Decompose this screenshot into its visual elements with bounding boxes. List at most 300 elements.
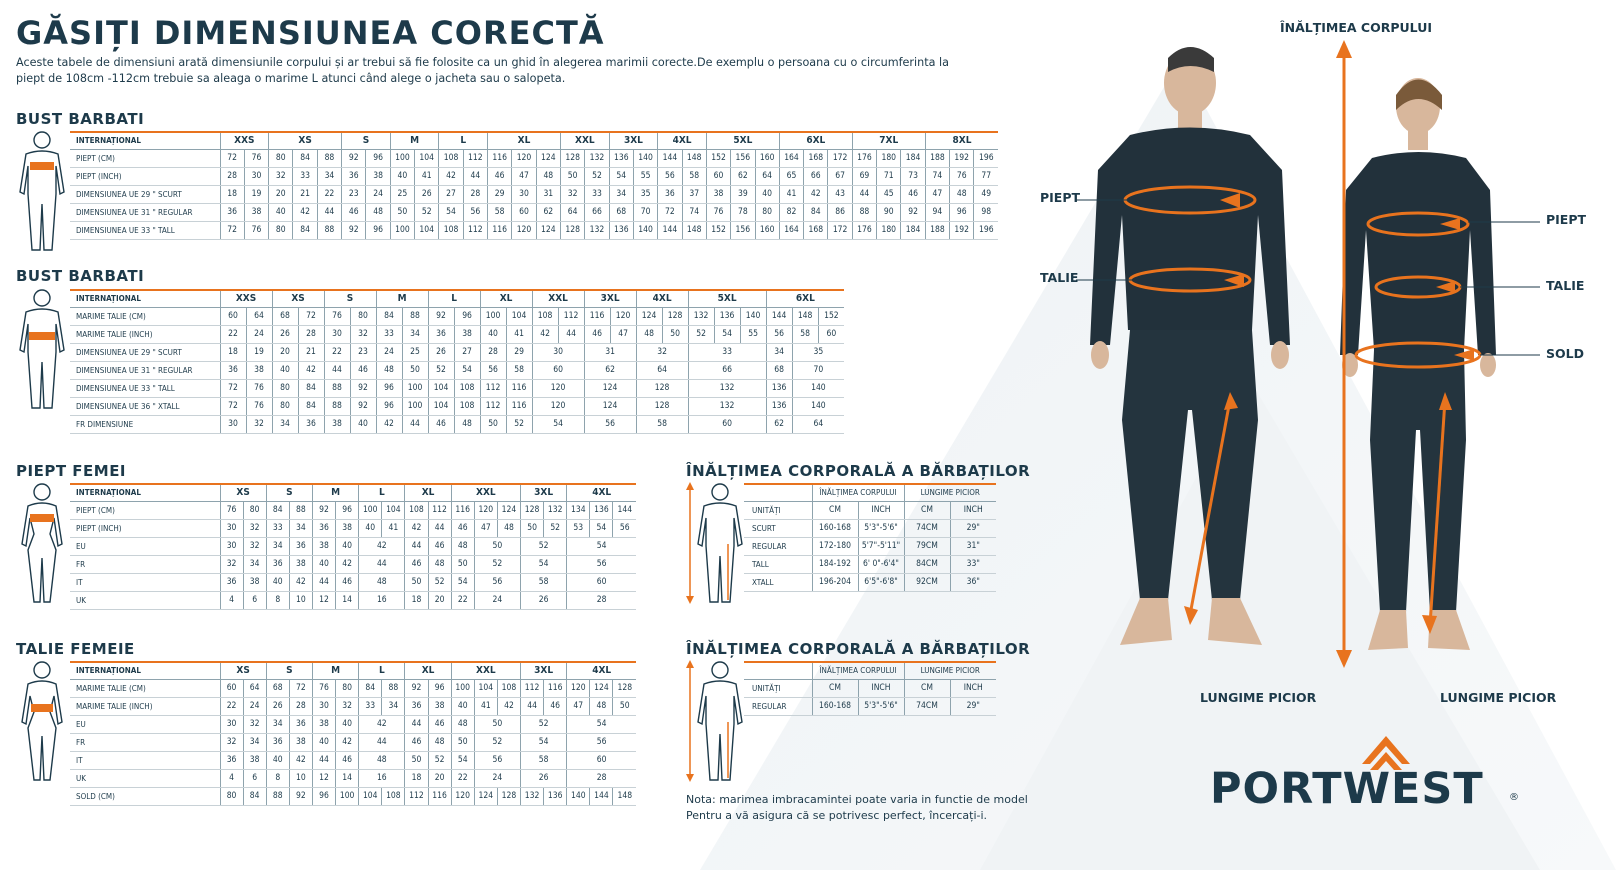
cell: 52 (428, 361, 454, 379)
cell: 140 (792, 379, 844, 397)
cell: 128 (521, 501, 544, 519)
cell: 73 (901, 167, 925, 185)
cell: 26 (428, 343, 454, 361)
cell: 52 (521, 537, 567, 555)
cell: 62 (731, 167, 755, 185)
cell: 48 (454, 415, 480, 433)
cell: 54 (521, 733, 567, 751)
cell: 38 (324, 415, 350, 433)
cell: 92 (405, 679, 428, 697)
cell: 104 (474, 679, 497, 697)
size-table-bust-men-2 (70, 289, 844, 434)
cell: 86 (828, 203, 852, 221)
row-label: DIMENSIUNEA UE 31 " REGULAR (70, 203, 220, 221)
cell: 42 (289, 751, 312, 769)
cell: 29 (488, 185, 512, 203)
cell: 30 (220, 537, 243, 555)
cell: 72 (298, 307, 324, 325)
cell: 42 (405, 519, 428, 537)
cell: 48 (590, 697, 613, 715)
cell: 36 (220, 751, 243, 769)
cell: 44 (405, 537, 428, 555)
cell: 116 (488, 221, 512, 239)
cell: 40 (480, 325, 506, 343)
table-row (744, 697, 996, 715)
table-row (70, 591, 636, 609)
cell: INCH (858, 679, 904, 697)
label-man-waist: TALIE (1040, 270, 1079, 285)
cell: 60 (532, 361, 584, 379)
size-label: XS (269, 132, 342, 149)
cell: 68 (266, 679, 289, 697)
cell: 148 (792, 307, 818, 325)
cell: 24 (376, 343, 402, 361)
cell: 132 (544, 501, 567, 519)
cell: 36 (405, 697, 428, 715)
cell: 120 (532, 379, 584, 397)
cell: 20 (272, 343, 298, 361)
cell: 72 (220, 379, 246, 397)
cell: 128 (636, 397, 688, 415)
cell: 104 (428, 397, 454, 415)
cell: 136 (766, 397, 792, 415)
cell: 33 (293, 167, 317, 185)
cell: 31 (536, 185, 560, 203)
cell: 42 (532, 325, 558, 343)
cell: 96 (428, 679, 451, 697)
cell: INCH (950, 679, 996, 697)
cell: 40 (336, 537, 359, 555)
cell: 40 (336, 715, 359, 733)
cell: 58 (506, 361, 532, 379)
cell: 112 (463, 149, 487, 167)
cell: 44 (463, 167, 487, 185)
brand-logo-text: PORTWEST (1210, 764, 1484, 814)
size-label: 4XL (658, 132, 707, 149)
cell: 82 (779, 203, 803, 221)
cell: 60 (818, 325, 844, 343)
cell: 60 (688, 415, 766, 433)
size-label: 6XL (766, 290, 844, 307)
cell: 66 (688, 361, 766, 379)
cell: 58 (792, 325, 818, 343)
cell: 32 (246, 415, 272, 433)
cell: 40 (269, 203, 293, 221)
cell: 29" (950, 697, 996, 715)
size-label: 4XL (567, 662, 636, 679)
cell: 26 (266, 697, 289, 715)
row-label: SOLD (CM) (70, 787, 220, 805)
cell: 38 (289, 733, 312, 751)
cell: 84 (293, 221, 317, 239)
cell: 14 (336, 591, 359, 609)
height-table-2 (744, 661, 996, 716)
row-label: UK (70, 591, 220, 609)
cell: 42 (359, 715, 405, 733)
header-label: INTERNAȚIONAL (70, 662, 220, 679)
cell: 96 (376, 379, 402, 397)
size-label: L (428, 290, 480, 307)
row-label: DIMENSIUNEA UE 29 " SCURT (70, 185, 220, 203)
cell: 56 (474, 573, 520, 591)
cell: 54 (439, 203, 463, 221)
cell: 52 (428, 573, 451, 591)
table-row (70, 307, 844, 325)
section-title-bust-men-2: BUST BARBATI (16, 267, 145, 285)
cell: 112 (428, 501, 451, 519)
cell: 72 (220, 221, 244, 239)
cell: 104 (506, 307, 532, 325)
cell: 41 (506, 325, 532, 343)
cell: 112 (521, 679, 544, 697)
cell: 46 (428, 537, 451, 555)
cell: 196 (974, 221, 998, 239)
cell: 104 (428, 379, 454, 397)
cell: 108 (382, 787, 405, 805)
label-woman-chest: PIEPT (1546, 212, 1587, 227)
cell: 30 (220, 415, 246, 433)
cell: 116 (506, 379, 532, 397)
size-table-bust-men-1 (70, 131, 998, 240)
cell: 28 (567, 769, 636, 787)
label-height: ÎNĂLȚIMEA CORPULUI (1280, 20, 1432, 35)
cell: 39 (731, 185, 755, 203)
cell: 49 (974, 185, 998, 203)
cell: 46 (451, 519, 474, 537)
cell: 18 (220, 343, 246, 361)
cell: 34 (289, 519, 312, 537)
cell: 74 (682, 203, 706, 221)
cell: 22 (451, 769, 474, 787)
size-label: XL (405, 484, 451, 501)
cell: 32 (560, 185, 584, 203)
cell: 52 (544, 519, 567, 537)
cell: 64 (792, 415, 844, 433)
cell: 46 (336, 573, 359, 591)
cell: 108 (532, 307, 558, 325)
cell: 50 (402, 361, 428, 379)
cell: 74 (925, 167, 949, 185)
cell: 50 (560, 167, 584, 185)
cell: 124 (536, 149, 560, 167)
height-table-1 (744, 483, 996, 592)
cell: 72 (658, 203, 682, 221)
cell: 88 (402, 307, 428, 325)
cell: 22 (451, 591, 474, 609)
cell: 28 (480, 343, 506, 361)
cell: 140 (740, 307, 766, 325)
height-group-row (744, 484, 996, 501)
table-row (70, 715, 636, 733)
cell: 160-168 (812, 697, 858, 715)
cell: 30 (312, 697, 335, 715)
cell: 60 (567, 573, 636, 591)
cell: 48 (366, 203, 390, 221)
cell: 47 (610, 325, 636, 343)
cell: 77 (974, 167, 998, 185)
cell: 62 (584, 361, 636, 379)
cell: 32 (636, 343, 688, 361)
cell: 48 (497, 519, 520, 537)
cell: 36 (428, 325, 454, 343)
cell: 32 (243, 537, 266, 555)
cell: 48 (536, 167, 560, 185)
male-height-figure-icon-1 (684, 482, 746, 604)
table-row (70, 733, 636, 751)
group-label: LUNGIME PICIOR (904, 662, 996, 679)
cell: 192 (950, 149, 974, 167)
cell: 32 (243, 715, 266, 733)
section-title-height-1: ÎNĂLȚIMEA CORPORALĂ A BĂRBAȚILOR (686, 462, 1031, 480)
cell: 76 (244, 149, 268, 167)
cell: 120 (512, 221, 536, 239)
cell: 124 (536, 221, 560, 239)
cell: 36 (220, 361, 246, 379)
cell: 25 (402, 343, 428, 361)
cell: 76 (950, 167, 974, 185)
cell: 196-204 (812, 573, 858, 591)
cell: 28 (220, 167, 244, 185)
size-label: XXL (451, 484, 520, 501)
cell: 60 (220, 679, 243, 697)
cell: 96 (366, 221, 390, 239)
cell: 38 (289, 555, 312, 573)
table-row (70, 361, 844, 379)
cell: 53 (567, 519, 590, 537)
cell: 84 (266, 501, 289, 519)
cell: 46 (405, 733, 428, 751)
cell: 50 (451, 555, 474, 573)
cell: 124 (497, 501, 520, 519)
row-label: TALL (744, 555, 812, 573)
cell: CM (904, 679, 950, 697)
cell: 64 (755, 167, 779, 185)
cell: 108 (439, 149, 463, 167)
cell: 60 (220, 307, 246, 325)
cell: 52 (506, 415, 532, 433)
cell: 38 (428, 697, 451, 715)
cell: 33 (376, 325, 402, 343)
cell: 64 (560, 203, 584, 221)
row-label: UNITĂȚI (744, 679, 812, 697)
cell: 120 (610, 307, 636, 325)
cell: 42 (336, 733, 359, 751)
cell: 52 (428, 751, 451, 769)
cell: 30 (220, 519, 243, 537)
cell: 44 (317, 203, 341, 221)
label-man-leg: LUNGIME PICIOR (1200, 690, 1317, 705)
cell: 144 (766, 307, 792, 325)
size-label: 3XL (521, 662, 567, 679)
cell: 28 (463, 185, 487, 203)
cell: 71 (877, 167, 901, 185)
cell: 4 (220, 591, 243, 609)
table-row (70, 185, 998, 203)
cell: 160 (755, 221, 779, 239)
cell: 40 (272, 361, 298, 379)
row-label: FR (70, 555, 220, 573)
cell: 14 (336, 769, 359, 787)
cell: 80 (350, 307, 376, 325)
cell: 70 (792, 361, 844, 379)
cell: 29 (506, 343, 532, 361)
cell: 31 (584, 343, 636, 361)
cell: 6' 0"-6'4" (858, 555, 904, 573)
cell: INCH (950, 501, 996, 519)
cell: 18 (405, 769, 428, 787)
table-row (744, 573, 996, 591)
cell: 41 (779, 185, 803, 203)
cell: 136 (766, 379, 792, 397)
cell: 44 (359, 555, 405, 573)
cell: 46 (342, 203, 366, 221)
cell: 100 (451, 679, 474, 697)
cell: 19 (246, 343, 272, 361)
cell: 68 (272, 307, 298, 325)
cell: 56 (766, 325, 792, 343)
cell: 120 (451, 787, 474, 805)
cell: 98 (974, 203, 998, 221)
cell: 96 (312, 787, 335, 805)
cell: 40 (390, 167, 414, 185)
cell: 28 (298, 325, 324, 343)
cell: 76 (312, 679, 335, 697)
cell: 38 (336, 519, 359, 537)
cell: 136 (714, 307, 740, 325)
cell: 160 (755, 149, 779, 167)
cell: 32 (336, 697, 359, 715)
cell: 80 (272, 379, 298, 397)
cell: 88 (852, 203, 876, 221)
cell: 80 (755, 203, 779, 221)
cell: 164 (779, 221, 803, 239)
cell: 22 (220, 697, 243, 715)
cell: 108 (454, 379, 480, 397)
cell: 56 (463, 203, 487, 221)
cell: 78 (731, 203, 755, 221)
header-label: INTERNAȚIONAL (70, 484, 220, 501)
cell: 116 (584, 307, 610, 325)
cell: 80 (269, 149, 293, 167)
cell: 112 (463, 221, 487, 239)
cell: 128 (560, 221, 584, 239)
cell: 80 (272, 397, 298, 415)
cell: 66 (585, 203, 609, 221)
cell: 44 (312, 573, 335, 591)
cell: 172 (828, 149, 852, 167)
cell: 38 (312, 715, 335, 733)
cell: 40 (312, 555, 335, 573)
cell: 47 (567, 697, 590, 715)
cell: 52 (688, 325, 714, 343)
cell: 22 (317, 185, 341, 203)
cell: 54 (451, 573, 474, 591)
cell: 34 (266, 715, 289, 733)
page-title: GĂSIȚI DIMENSIUNEA CORECTĂ (16, 14, 605, 52)
size-label: M (312, 484, 358, 501)
cell: 21 (298, 343, 324, 361)
cell: 100 (390, 149, 414, 167)
row-label: MARIME TALIE (CM) (70, 307, 220, 325)
cell: 48 (376, 361, 402, 379)
cell: 34 (382, 697, 405, 715)
row-label: IT (70, 573, 220, 591)
cell: 120 (532, 397, 584, 415)
sizing-note: Nota: marimea imbracamintei poate varia in functie de model Pentru a vă asigura că se potrivesc perfect, încercați-i. (686, 793, 1028, 822)
cell: 40 (266, 751, 289, 769)
cell: 116 (506, 397, 532, 415)
cell: 128 (497, 787, 520, 805)
cell: 92 (289, 787, 312, 805)
male-figure-icon-chest (16, 130, 68, 252)
cell: 48 (359, 573, 405, 591)
section-title-bust-men-1: BUST BARBATI (16, 110, 145, 128)
cell: 20 (428, 591, 451, 609)
cell: 46 (488, 167, 512, 185)
cell: 76 (324, 307, 350, 325)
cell: 48 (428, 555, 451, 573)
cell: 42 (359, 537, 405, 555)
cell: 37 (682, 185, 706, 203)
table-row (744, 501, 996, 519)
section-title-height-2: ÎNĂLȚIMEA CORPORALĂ A BĂRBAȚILOR (686, 640, 1031, 658)
cell: 100 (480, 307, 506, 325)
cell: 30 (324, 325, 350, 343)
row-label: FR DIMENSIUNE (70, 415, 220, 433)
cell: CM (904, 501, 950, 519)
cell: 96 (376, 397, 402, 415)
cell: 40 (266, 573, 289, 591)
cell: 92 (428, 307, 454, 325)
cell: 38 (366, 167, 390, 185)
label-woman-leg: LUNGIME PICIOR (1440, 690, 1557, 705)
cell: 88 (324, 379, 350, 397)
cell: 96 (454, 307, 480, 325)
cell: 50 (405, 751, 428, 769)
table-row (70, 343, 844, 361)
cell: 84 (298, 379, 324, 397)
cell: 6 (243, 591, 266, 609)
row-label: EU (70, 715, 220, 733)
cell: 136 (609, 221, 633, 239)
row-label: REGULAR (744, 697, 812, 715)
cell: 4 (220, 769, 243, 787)
cell: 152 (706, 221, 730, 239)
cell: 54 (567, 537, 636, 555)
cell: 100 (402, 397, 428, 415)
cell: 76 (246, 397, 272, 415)
table-row (70, 203, 998, 221)
cell: 67 (828, 167, 852, 185)
cell: 74CM (904, 519, 950, 537)
cell: 184 (901, 221, 925, 239)
table-row (70, 397, 844, 415)
cell: 48 (428, 733, 451, 751)
cell: 40 (451, 697, 474, 715)
cell: 116 (428, 787, 451, 805)
cell: 43 (828, 185, 852, 203)
cell: 144 (613, 501, 636, 519)
brand-registered-mark: ® (1509, 792, 1519, 803)
cell: 50 (480, 415, 506, 433)
size-label: XXL (451, 662, 520, 679)
header-blank (744, 484, 812, 501)
cell: 36 (266, 733, 289, 751)
cell: 54 (567, 715, 636, 733)
table-row (70, 787, 636, 805)
female-figure-icon-chest (16, 482, 68, 604)
row-label: MARIME TALIE (INCH) (70, 325, 220, 343)
